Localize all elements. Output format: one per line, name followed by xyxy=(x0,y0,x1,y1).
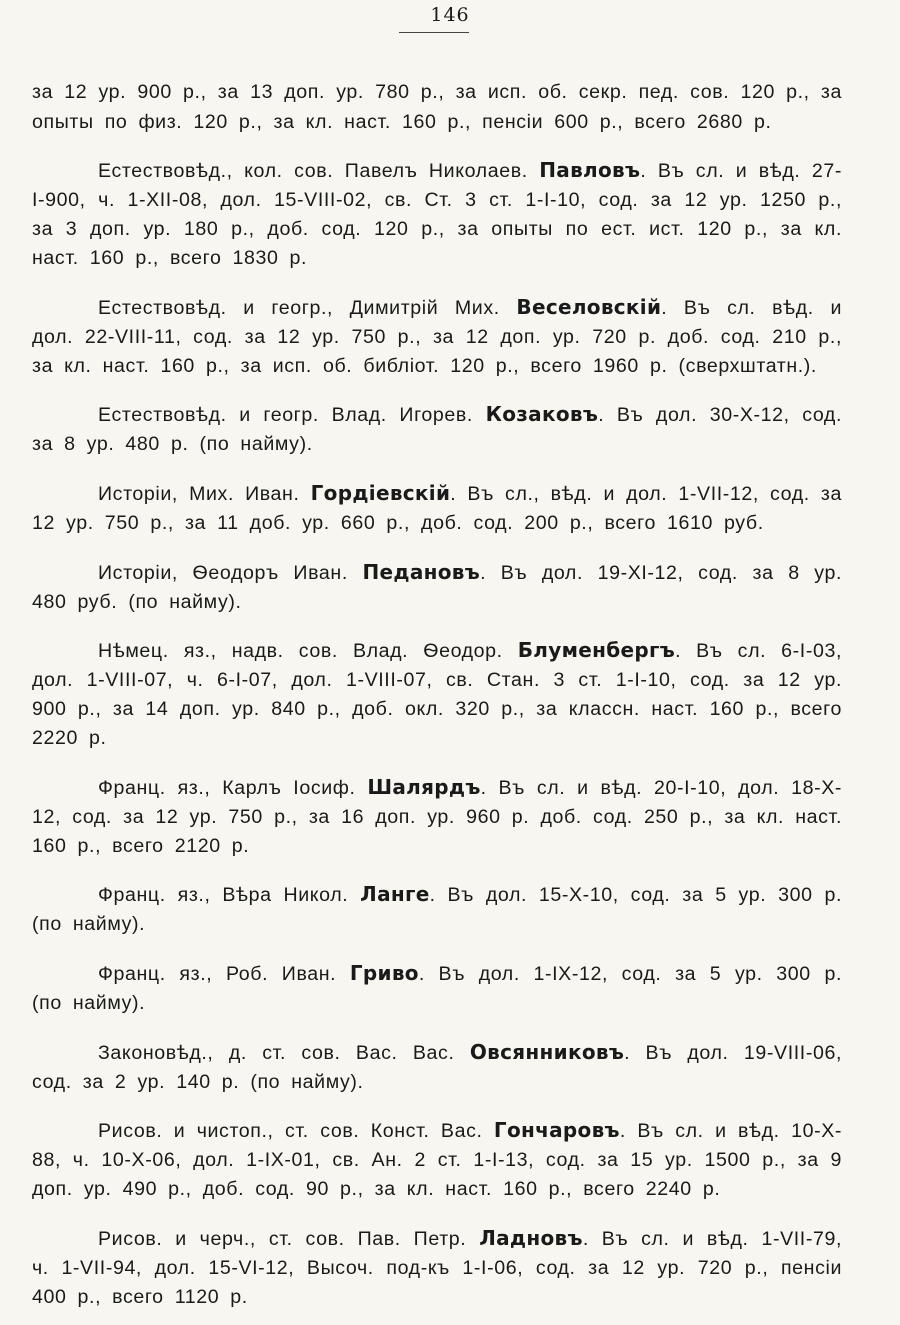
entry-details: . Въ дол. 1-IX-12, сод. за 5 ур. 300 р. (по найму). xyxy=(32,962,842,1014)
page-number: 146 xyxy=(430,4,470,26)
entry-details: . Въ сл., вѣд. и дол. 1-VII-12, сод. за 12 ур. 750 р., за 11 доб. ур. 660 р., доб. сод. 200 р., всего 1610 руб. xyxy=(32,482,842,534)
entry-subject: Рисов. и чистоп., ст. сов. Конст. Вас. xyxy=(98,1120,494,1143)
entry-subject: Законовѣд., д. ст. сов. Вас. Вас. xyxy=(98,1041,470,1064)
entry-details: . Въ сл. 6-I-03, дол. 1-VIII-07, ч. 6-I-07, дол. 1-VIII-07, св. Стан. 3 ст. 1-I-10, сод. за 12 ур. 900 р., за 14 доп. ур. 840 р., доб. окл. 320 р., за классн. наст. 160 р., всего 2220 р. xyxy=(32,640,843,750)
entry-grivo xyxy=(32,959,842,1018)
entry-details: . Въ дол. 15-X-10, сод. за 5 ур. 300 р. (по найму). xyxy=(32,884,843,936)
entry-subject: Франц. яз., Роб. Иван. xyxy=(98,962,350,985)
entry-surname: Ладновъ xyxy=(479,1225,583,1250)
entry-surname: Блуменбергъ xyxy=(517,638,676,663)
entry-surname: Овсянниковъ xyxy=(469,1039,625,1064)
entry-kozakov xyxy=(32,400,842,459)
entry-subject: Нѣмец. яз., надв. сов. Влад. Ѳеодор. xyxy=(98,640,518,663)
entry-details: . Въ дол. 19-XI-12, сод. за 8 ур. 480 руб. (по найму). xyxy=(32,561,843,613)
entry-ovsyannikov xyxy=(32,1038,842,1097)
entry-surname: Педановъ xyxy=(362,559,481,584)
entry-subject: Франц. яз., Карлъ Іосиф. xyxy=(98,776,368,799)
entry-surname: Гордіевскій xyxy=(310,480,451,505)
entry-veselovsky xyxy=(32,293,842,381)
entry-subject: Франц. яз., Вѣра Никол. xyxy=(98,884,361,907)
entry-lange xyxy=(32,880,842,939)
entry-continuation xyxy=(32,78,842,137)
entry-gordievsky xyxy=(32,479,842,538)
entry-subject: Исторіи, Мих. Иван. xyxy=(98,482,311,505)
entry-subject: Исторіи, Ѳеодоръ Иван. xyxy=(98,561,363,584)
entry-surname: Гончаровъ xyxy=(493,1118,620,1143)
entry-details: . Въ дол. 30-X-12, сод. за 8 ур. 480 р. (по найму). xyxy=(32,404,843,456)
entry-blumenberg xyxy=(32,636,842,753)
entry-surname: Ланге xyxy=(360,882,430,907)
entry-shalyard xyxy=(32,773,842,861)
entry-surname: Шалярдъ xyxy=(367,774,481,799)
entry-subject: Естествовѣд. и геогр. Влад. Игорев. xyxy=(98,404,486,427)
entry-subject: Естествовѣд. и геогр., Димитрій Мих. xyxy=(98,296,517,319)
entry-details: . Въ сл. и вѣд. 1-VII-79, ч. 1-VII-94, дол. 15-VI-12, Высоч. под-къ 1-I-06, сод. за 12 ур. 720 р., пенсіи 400 р., всего 1120 р. xyxy=(32,1227,842,1308)
entry-details: . Въ сл. вѣд. и дол. 22-VIII-11, сод. за 12 ур. 750 р., за 12 доп. ур. 720 р. доб. сод. 210 р., за кл. наст. 160 р., за исп. об. библіот. 120 р., всего 1960 р. (сверхштатн.). xyxy=(32,296,842,377)
entry-pavlov xyxy=(32,156,842,273)
entry-subject: Рисов. и черч., ст. сов. Пав. Петр. xyxy=(98,1227,480,1250)
entry-surname: Гриво xyxy=(349,960,419,985)
header-rule xyxy=(399,32,469,33)
entries-list xyxy=(32,58,842,1325)
entry-subject: Естествовѣд., кол. сов. Павелъ Николаев. xyxy=(98,160,540,183)
entry-surname: Веселовскій xyxy=(516,294,662,319)
entry-ladnov xyxy=(32,1224,842,1312)
entry-goncharov xyxy=(32,1116,842,1204)
entry-text: за 12 ур. 900 р., за 13 доп. ур. 780 р., за исп. об. секр. пед. сов. 120 р., за опыты по физ. 120 р., за кл. наст. 160 р., пенсіи 600 р., всего 2680 р. xyxy=(32,80,842,133)
entry-surname: Козаковъ xyxy=(485,402,599,427)
entry-details: . Въ сл. и вѣд. 20-I-10, дол. 18-X-12, сод. за 12 ур. 750 р., за 16 доп. ур. 960 р. доб. сод. 250 р., за кл. наст. 160 р., всего 2120 р. xyxy=(32,776,842,857)
entry-details: . Въ дол. 19-VIII-06, сод. за 2 ур. 140 р. (по найму). xyxy=(32,1041,843,1093)
entry-details: . Въ сл. и вѣд. 27-I-900, ч. 1-XII-08, дол. 15-VIII-02, св. Ст. 3 ст. 1-I-10, сод. за 12 ур. 1250 р., за 3 доп. ур. 180 р., доб. сод. 120 р., за опыты по ест. ист. 120 р., за кл. наст. 160 р., всего 1830 р. xyxy=(32,160,843,270)
entry-details: . Въ сл. и вѣд. 10-X-88, ч. 10-X-06, дол. 1-IX-01, св. Ан. 2 ст. 1-I-13, сод. за 15 ур. 1500 р., за 9 доп. ур. 490 р., доб. сод. 90 р., за кл. наст. 160 р., всего 2240 р. xyxy=(32,1120,842,1201)
entry-surname: Павловъ xyxy=(539,158,641,183)
entry-pedanov xyxy=(32,558,842,617)
